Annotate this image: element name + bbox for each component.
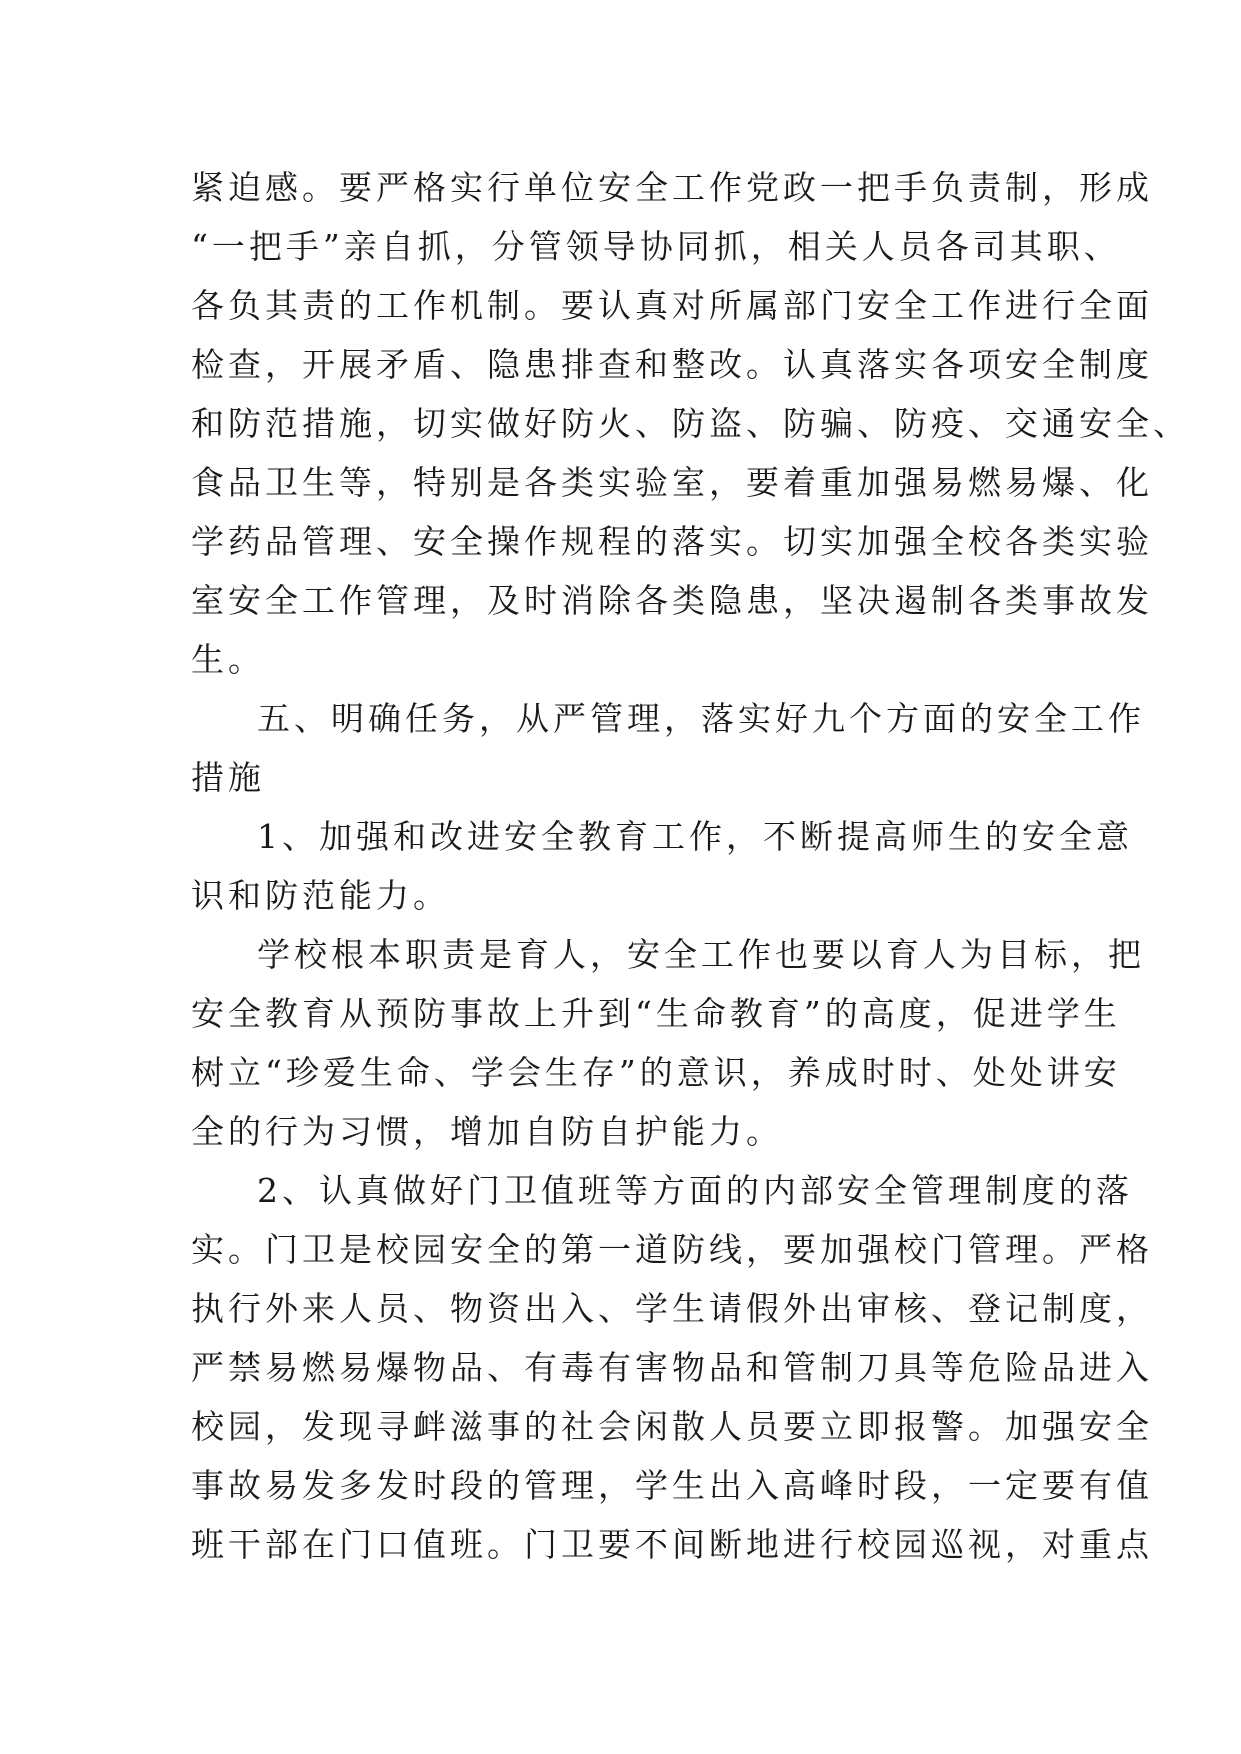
text-line: 紧迫感。要严格实行单位安全工作党政一把手负责制，形成 bbox=[191, 168, 1153, 207]
item-heading: 2、认真做好门卫值班等方面的内部安全管理制度的落 bbox=[257, 1171, 1133, 1210]
text-line: 安全教育从预防事故上升到“生命教育”的高度，促进学生 bbox=[191, 994, 1121, 1033]
text-line: 严禁易燃易爆物品、有毒有害物品和管制刀具等危险品进入 bbox=[191, 1348, 1153, 1387]
section-heading: 五、明确任务，从严管理，落实好九个方面的安全工作 bbox=[257, 699, 1145, 738]
text-line: 班干部在门口值班。门卫要不间断地进行校园巡视，对重点 bbox=[191, 1525, 1153, 1564]
text-line: 识和防范能力。 bbox=[191, 876, 450, 915]
text-line: 校园，发现寻衅滋事的社会闲散人员要立即报警。加强安全 bbox=[191, 1407, 1153, 1446]
text-line: 实。门卫是校园安全的第一道防线，要加强校门管理。严格 bbox=[191, 1230, 1153, 1269]
text-line: 事故易发多发时段的管理，学生出入高峰时段，一定要有值 bbox=[191, 1466, 1153, 1505]
text-line: 学药品管理、安全操作规程的落实。切实加强全校各类实验 bbox=[191, 522, 1153, 561]
text-line: 树立“珍爱生命、学会生存”的意识，养成时时、处处讲安 bbox=[191, 1053, 1121, 1092]
text-line: 各负其责的工作机制。要认真对所属部门安全工作进行全面 bbox=[191, 286, 1153, 325]
body-text bbox=[191, 158, 1190, 1574]
text-line: 食品卫生等，特别是各类实验室，要着重加强易燃易爆、化 bbox=[191, 463, 1153, 502]
text-line: 全的行为习惯，增加自防自护能力。 bbox=[191, 1112, 783, 1151]
text-line: 检查，开展矛盾、隐患排查和整改。认真落实各项安全制度 bbox=[191, 345, 1153, 384]
item-heading: 1、加强和改进安全教育工作，不断提高师生的安全意 bbox=[257, 817, 1133, 856]
text-line: 执行外来人员、物资出入、学生请假外出审核、登记制度， bbox=[191, 1289, 1153, 1328]
text-line: “一把手”亲自抓，分管领导协同抓，相关人员各司其职、 bbox=[191, 227, 1121, 266]
paragraph-start: 学校根本职责是育人，安全工作也要以育人为目标，把 bbox=[257, 935, 1145, 974]
text-line: 室安全工作管理，及时消除各类隐患，坚决遏制各类事故发 bbox=[191, 581, 1153, 620]
text-line: 和防范措施，切实做好防火、防盗、防骗、防疫、交通安全、 bbox=[191, 404, 1190, 443]
section-heading-continued: 措施 bbox=[191, 758, 265, 797]
text-line: 生。 bbox=[191, 640, 265, 679]
